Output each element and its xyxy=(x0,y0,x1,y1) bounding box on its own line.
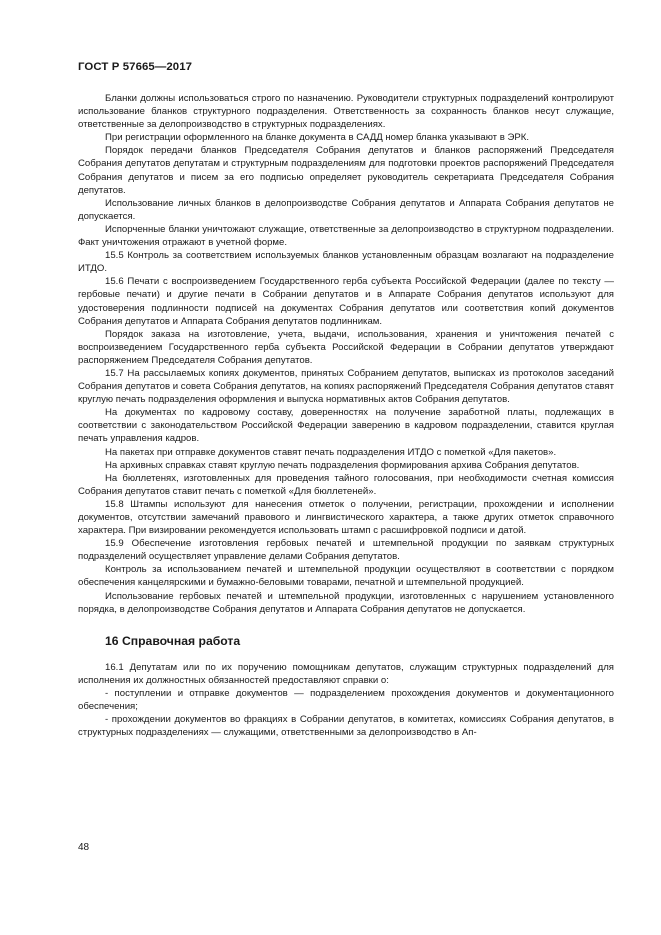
paragraph-15-8: 15.8 Штампы используют для нанесения отметок о получении, регистрации, прохождении и исполнении документов, отсутствии замечаний правового и лингвистического характера, а также других отметок справочного характера. При визировании рекомендуется использовать штамп с расшифровкой подписи и датой. xyxy=(78,498,614,537)
document-body xyxy=(78,92,614,739)
document-code-header: ГОСТ Р 57665—2017 xyxy=(78,61,193,73)
paragraph-15-7: 15.7 На рассылаемых копиях документов, принятых Собранием депутатов, выписках из протоколов заседаний Собрания депутатов и совета Собрания депутатов, на копиях распоряжений Председателя Собрания депутатов ставят круглую печать подразделения оформления и выпуска нормативных актов Собрания депутатов. xyxy=(78,367,614,406)
paragraph-personal-forms: Использование личных бланков в делопроизводстве Собрания депутатов и Аппарата Собрания депутатов не допускается. xyxy=(78,197,614,222)
list-item-incoming-outgoing: - поступлении и отправке документов — подразделением прохождения документов и документационного обеспечения; xyxy=(78,687,614,713)
paragraph-16-1: 16.1 Депутатам или по их поручению помощникам депутатов, служащим структурных подразделений для исполнения их должностных обязанностей предоставляют справки о: xyxy=(78,661,614,686)
paragraph-ballots: На бюллетенях, изготовленных для проведения тайного голосования, при необходимости счетная комиссия Собрания депутатов ставит печать с пометкой «Для бюллетеней». xyxy=(78,472,614,497)
paragraph-seal-ordering: Порядок заказа на изготовление, учета, выдачи, использования, хранения и уничтожения печатей с воспроизведением Государственного герба субъекта Российской Федерации в Собрании депутатов утверждают распоряжением Председателя Собрания депутатов. xyxy=(78,328,614,366)
paragraph-15-5: 15.5 Контроль за соответствием используемых бланков установленным образцам возлагают на подразделение ИТДО. xyxy=(78,250,614,275)
paragraph-15-6: 15.6 Печати с воспроизведением Государственного герба субъекта Российской Федерации (далее по тексту — гербовые печати) и другие печати в Собрании депутатов и в Аппарате Собрания депутатов используют для удостоверения подлинности подписей на документах Собрания депутатов или соответствия копий документов Собрания депутатов и Аппарата Собрания депутатов подлинникам. xyxy=(78,276,614,327)
paragraph-spoiled-forms: Испорченные бланки уничтожают служащие, ответственные за делопроизводство в структурном подразделении. Факт уничтожения отражают в учетной форме. xyxy=(78,223,614,249)
paragraph-15-9: 15.9 Обеспечение изготовления гербовых печатей и штемпельной продукции по заявкам структурных подразделений осуществляет управление делами Собрания депутатов. xyxy=(78,538,614,563)
paragraph-packages: На пакетах при отправке документов ставят печать подразделения ИТДО с пометкой «Для пакетов». xyxy=(105,446,557,458)
paragraph-seal-control: Контроль за использованием печатей и штемпельной продукции осуществляют в соответствии с порядком обеспечения канцелярскими и бумажно-беловыми товарами, печатной и штемпельной продукцией. xyxy=(78,564,614,589)
list-item-document-flow: - прохождении документов во фракциях в Собрании депутатов, в комитетах, комиссиях Собрания депутатов, в структурных подразделениях — служащими, ответственными за делопроизводство в Ап- xyxy=(78,714,614,739)
page-number: 48 xyxy=(78,842,90,853)
paragraph-archive-references: На архивных справках ставят круглую печать подразделения формирования архива Собрания депутатов. xyxy=(105,459,580,471)
paragraph-seal-violation: Использование гербовых печатей и штемпельной продукции, изготовленных с нарушением установленного порядка, в делопроизводстве Собрания депутатов и Аппарата Собрания депутатов не допускается. xyxy=(78,590,614,615)
section-title: 16 Справочная работа xyxy=(105,633,241,648)
paragraph-form-registration: При регистрации оформленного на бланке документа в САДД номер бланка указывают в ЭРК. xyxy=(105,132,530,144)
paragraph-personnel-documents: На документах по кадровому составу, доверенностях на получение заработной платы, подлежащих в соответствии с законодательством Российской Федерации заверению в кадровом подразделении, ставится круглая печать управления кадров. xyxy=(78,407,614,445)
paragraph-forms-transfer: Порядок передачи бланков Председателя Собрания депутатов и бланков распоряжений Председателя Собрания депутатов депутатам и структурным подразделениям для подготовки проектов распоряжений Председателя Собрания депутатов и писем за его подписью определяет руководитель секретариата Председателя Собрания депутатов. xyxy=(78,145,614,196)
paragraph-forms-usage: Бланки должны использоваться строго по назначению. Руководители структурных подразделений контролируют использование бланков структурного подразделения. Ответственность за сохранность бланков несут служащие, ответственные за делопроизводство в структурных подразделениях. xyxy=(78,93,614,131)
